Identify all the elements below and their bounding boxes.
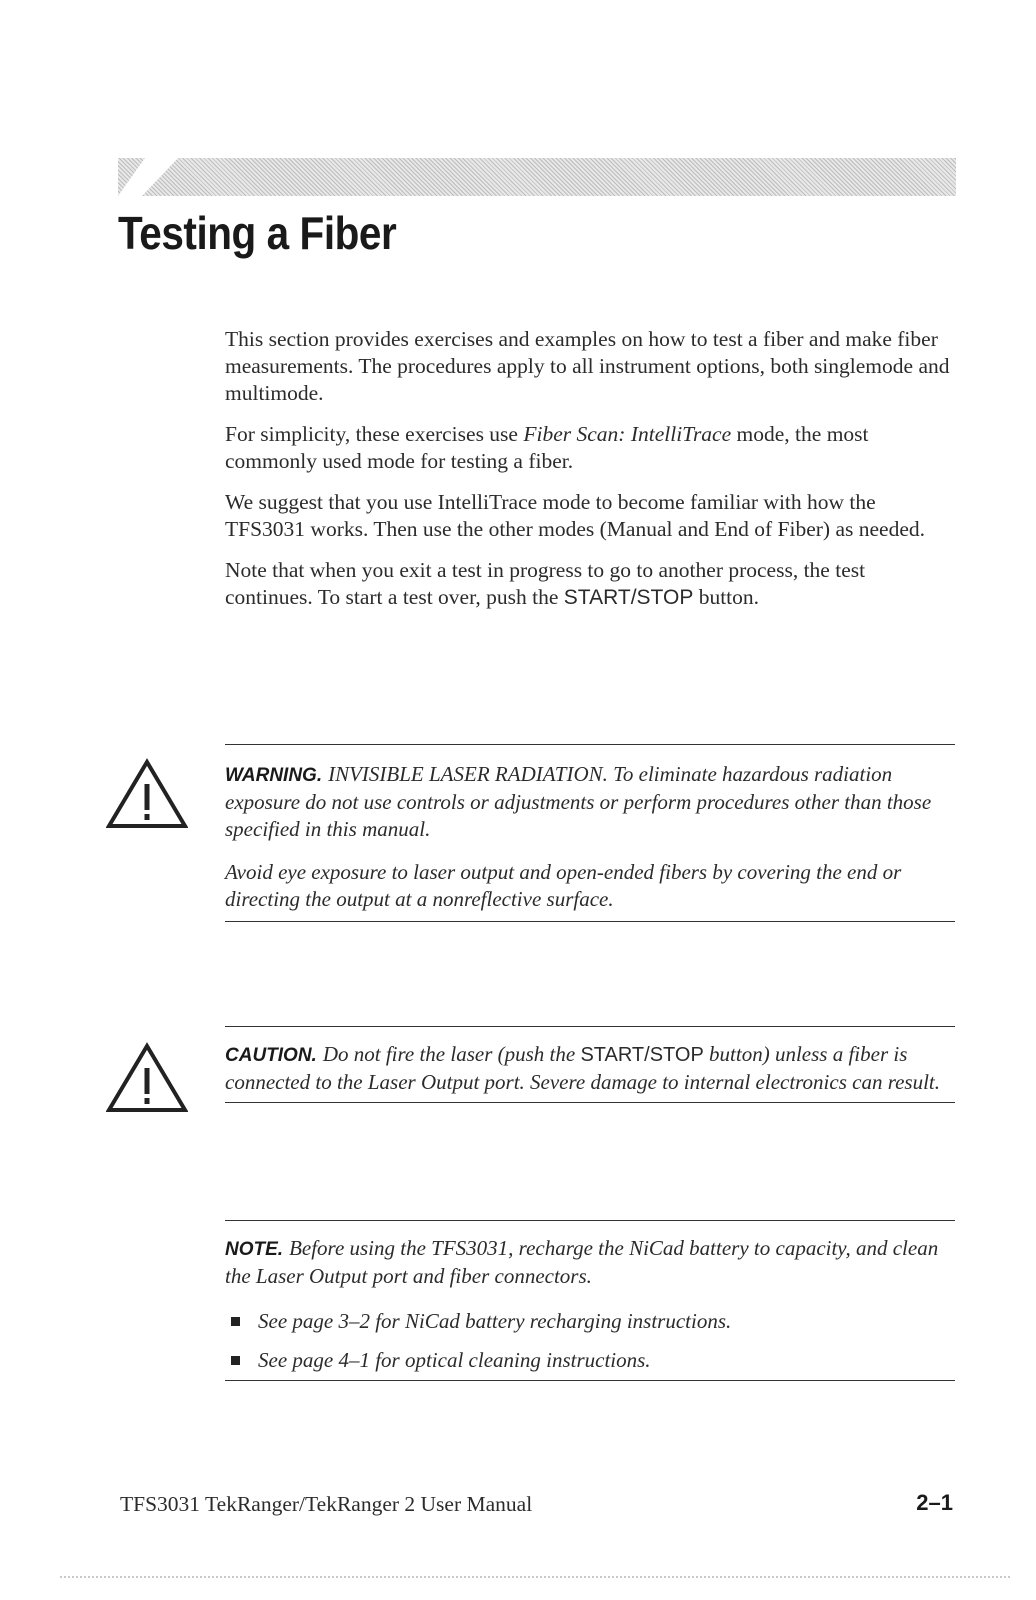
page-title: Testing a Fiber bbox=[118, 207, 397, 259]
caution-box bbox=[225, 1026, 955, 1103]
warning-text bbox=[225, 761, 955, 843]
intro-paragraph-2 bbox=[225, 421, 955, 475]
note-box bbox=[225, 1220, 955, 1381]
intro-paragraph-4 bbox=[225, 557, 955, 611]
bullet-icon bbox=[231, 1356, 240, 1365]
warning-label: WARNING. bbox=[225, 765, 323, 786]
intro-paragraph-1: This section provides exercises and examples on how to test a fiber and make fiber measurements. The procedures apply to all instrument options, both singlemode and multimode. bbox=[225, 327, 950, 405]
note-bullet-1: See page 3–2 for NiCad battery recharging instructions. bbox=[258, 1309, 732, 1333]
intro-p4-before: Note that when you exit a test in progress to go to another process, the test continues. To start a test over, push the bbox=[225, 558, 866, 609]
warning-text-2: Avoid eye exposure to laser output and open-ended fibers by covering the end or directing the output at a nonreflective surface. bbox=[225, 860, 902, 911]
footer-manual-title: TFS3031 TekRanger/TekRanger 2 User Manual bbox=[120, 1492, 533, 1516]
note-label: NOTE. bbox=[225, 1239, 284, 1260]
list-item bbox=[225, 1347, 955, 1374]
intro-p2-after: mode, the most commonly used mode for testing a fiber. bbox=[225, 422, 869, 473]
caution-label: CAUTION. bbox=[225, 1045, 317, 1066]
intro-section bbox=[225, 326, 955, 625]
banner-notch bbox=[118, 158, 178, 196]
list-item bbox=[225, 1308, 955, 1335]
bottom-dotted-rule bbox=[60, 1576, 1010, 1578]
caution-before: Do not fire the laser (push the bbox=[322, 1042, 581, 1066]
intro-paragraph-3: We suggest that you use IntelliTrace mode to become familiar with how the TFS3031 works. Then use the other modes (Manual and End of Fiber) as needed. bbox=[225, 490, 925, 541]
warning-box bbox=[225, 744, 955, 922]
warning-body: INVISIBLE LASER RADIATION. To eliminate hazardous radiation exposure do not use controls or adjustments or perform procedures other than those specified in this manual. bbox=[225, 762, 932, 841]
start-stop-label: START/STOP bbox=[563, 586, 694, 609]
caution-start-stop: START/STOP bbox=[580, 1044, 704, 1066]
caution-text bbox=[225, 1041, 955, 1096]
caution-triangle-icon bbox=[106, 1042, 188, 1114]
intro-p4-after: button. bbox=[693, 585, 760, 609]
intro-p2-mode: Fiber Scan: IntelliTrace bbox=[523, 422, 732, 446]
warning-triangle-icon bbox=[106, 758, 188, 830]
note-body: Before using the TFS3031, recharge the NiCad battery to capacity, and clean the Laser Output port and fiber connectors. bbox=[225, 1236, 939, 1288]
chapter-banner bbox=[118, 158, 956, 196]
note-bullet-2: See page 4–1 for optical cleaning instructions. bbox=[258, 1348, 651, 1372]
page-number: 2–1 bbox=[916, 1490, 953, 1515]
caution-after: button) unless a fiber is connected to the Laser Output port. Severe damage to internal electronics can result. bbox=[225, 1042, 941, 1094]
intro-p2-before: For simplicity, these exercises use bbox=[225, 422, 524, 446]
note-text bbox=[225, 1235, 955, 1290]
bullet-icon bbox=[231, 1317, 240, 1326]
